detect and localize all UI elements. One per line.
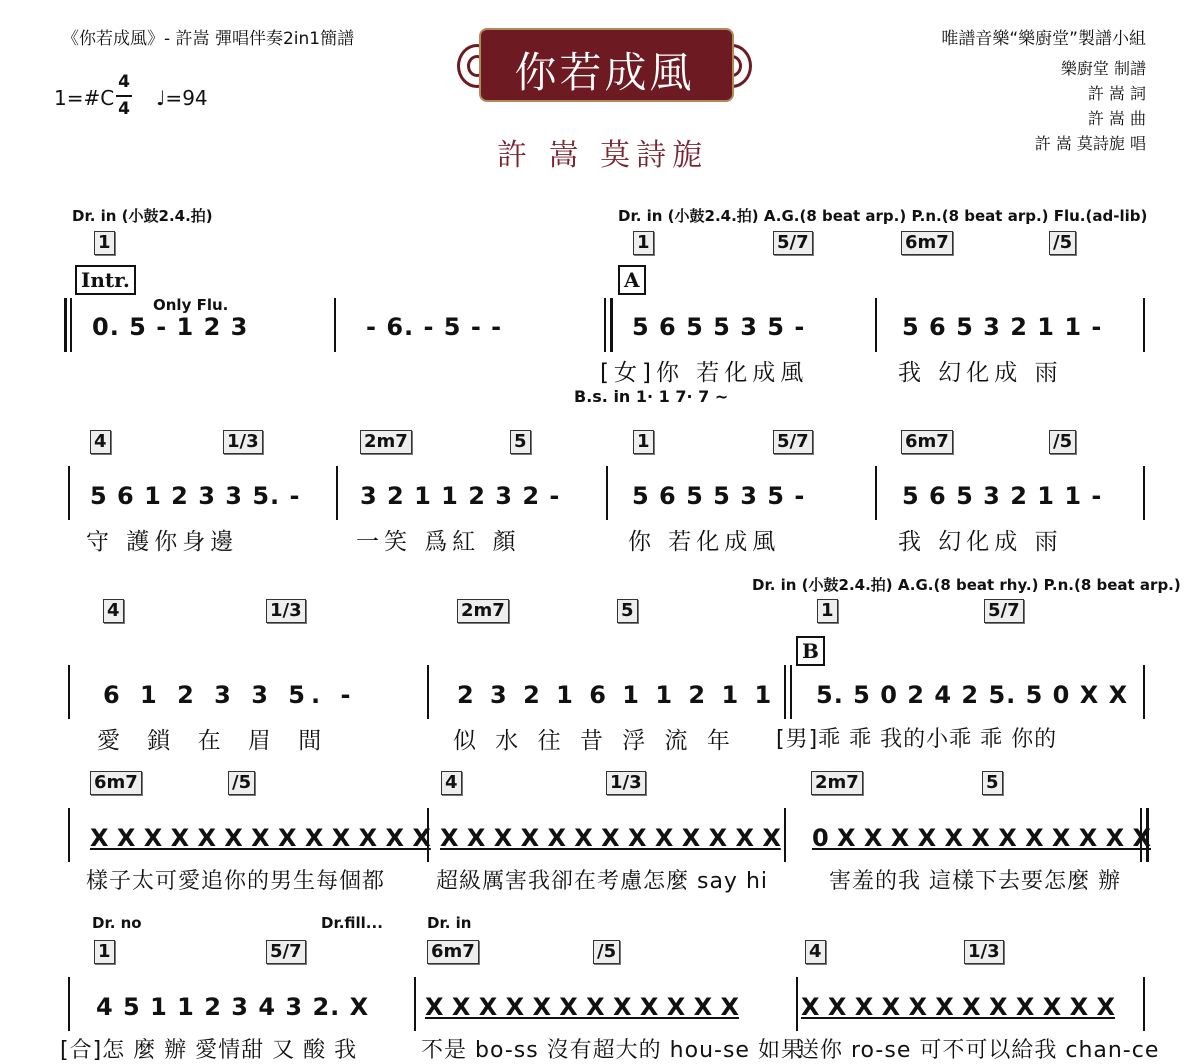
measure-notes: 3 2 1 1 2 3 2 - xyxy=(360,482,561,510)
time-signature-top: 4 xyxy=(118,72,130,92)
source-line: 《你若成風》- 許嵩 彈唱伴奏2in1簡譜 xyxy=(62,29,355,49)
measure-notes: X X X X X X X X X X X X xyxy=(801,993,1115,1021)
lyric-line: 守 護你身邊 xyxy=(86,529,239,555)
chord-box: /5 xyxy=(228,771,255,795)
barline xyxy=(334,298,336,352)
chord-box: 6m7 xyxy=(901,430,953,454)
barline xyxy=(610,298,613,352)
measure-notes: 5. 5 0 2 4 2 5. 5 0 X X xyxy=(816,681,1129,709)
barline xyxy=(875,298,877,352)
chord-box: /5 xyxy=(1049,430,1076,454)
measure-notes: X X X X X X X X X X X X xyxy=(425,993,739,1021)
lyric-line: 樣子太可愛追你的男生每個都 xyxy=(86,869,386,894)
chord-box: 6m7 xyxy=(427,940,479,964)
barline xyxy=(1143,977,1145,1031)
measure-notes: 6 1 2 3 3 5. - xyxy=(103,681,357,709)
chord-box: 6m7 xyxy=(901,231,953,255)
chord-box: 1/3 xyxy=(223,430,263,454)
chord-box: 4 xyxy=(805,940,826,964)
measure-notes: 5 6 5 5 3 5 - xyxy=(632,482,806,510)
barline xyxy=(68,466,70,520)
measure-notes: 5 6 1 2 3 3 5. - xyxy=(90,482,301,510)
instrument-note: Dr. in (小鼓2.4.拍) A.G.(8 beat arp.) P.n.(8 beat arp.) Flu.(ad-lib) xyxy=(618,207,1148,225)
barline xyxy=(784,808,786,862)
measure-notes: 5 6 5 5 3 5 - xyxy=(632,313,806,341)
instrument-note: Dr. in (小鼓2.4.拍) A.G.(8 beat rhy.) P.n.(8 beat arp.) xyxy=(752,576,1181,594)
chord-box: 6m7 xyxy=(90,771,142,795)
arranger-group: 唯譜音樂“樂廚堂”製譜小組 xyxy=(941,29,1146,49)
chord-box: 5 xyxy=(617,599,638,623)
barline xyxy=(68,665,70,719)
chord-box: 1 xyxy=(633,430,654,454)
barline xyxy=(796,977,798,1031)
measure-notes: 5 6 5 3 2 1 1 - xyxy=(902,313,1103,341)
chord-box: 1 xyxy=(94,231,115,255)
bass-line: B.s. in 1· 1 7· 7 ~ xyxy=(574,387,729,406)
barline xyxy=(68,808,70,862)
measure-notes: X X X X X X X X X X X X X xyxy=(90,824,431,852)
lyric-line: 你 若化成風 xyxy=(628,529,781,555)
lyric-line: [男]乖 乖 我的小乖 乖 你的 xyxy=(776,727,1058,752)
lyric-line: 送你 ro-se 可不可以給我 chan-ce xyxy=(797,1038,1160,1063)
chord-box: 1/3 xyxy=(964,940,1004,964)
lyric-line: 我 幻化成 雨 xyxy=(898,529,1063,555)
measure-notes: 2 3 2 1 6 1 1 2 1 1 xyxy=(457,681,776,709)
chord-box: 5/7 xyxy=(984,599,1024,623)
chord-box: 5 xyxy=(982,771,1003,795)
barline xyxy=(427,665,429,719)
chord-box: /5 xyxy=(1049,231,1076,255)
credit-lyricist: 許 嵩 詞 xyxy=(1087,84,1146,103)
time-signature-line xyxy=(116,95,132,97)
chord-box: 5/7 xyxy=(773,430,813,454)
barline xyxy=(606,466,608,520)
barline xyxy=(1143,665,1145,719)
lyric-line: 不是 bo-ss 沒有超大的 hou-se 如果 xyxy=(421,1038,804,1063)
lyric-line: 愛 鎖 在 眉 間 xyxy=(97,728,332,754)
instrument-note: Dr.fill... xyxy=(321,914,383,932)
barline xyxy=(414,977,416,1031)
barline xyxy=(1143,466,1145,520)
chord-box: 2m7 xyxy=(457,599,509,623)
measure-notes: 0 X X X X X X X X X X X X xyxy=(812,824,1152,852)
barline xyxy=(336,466,338,520)
chord-box: 1 xyxy=(817,599,838,623)
chord-box: /5 xyxy=(593,940,620,964)
measure-notes: X X X X X X X X X X X X X xyxy=(440,824,781,852)
barline xyxy=(875,466,877,520)
credit-composer: 許 嵩 曲 xyxy=(1087,109,1146,128)
chord-box: 1 xyxy=(94,940,115,964)
time-signature-bottom: 4 xyxy=(118,99,130,119)
instrument-note: Only Flu. xyxy=(153,296,229,314)
song-title: 你若成風 xyxy=(514,48,695,97)
credit-transcriber: 樂廚堂 制譜 xyxy=(1060,59,1146,78)
lyric-line: [合]怎 麼 辦 愛情甜 又 酸 我 xyxy=(60,1038,358,1063)
section-mark: A xyxy=(618,265,646,295)
measure-notes: 4 5 1 1 2 3 4 3 2. X xyxy=(96,993,370,1021)
key-signature: 1=#C xyxy=(54,86,115,110)
barline xyxy=(604,298,606,352)
chord-box: 2m7 xyxy=(811,771,863,795)
lyric-line: 超級厲害我卻在考慮怎麼 say hi xyxy=(436,869,769,894)
instrument-note: Dr. in (小鼓2.4.拍) xyxy=(72,207,213,225)
measure-notes: 0. 5 - 1 2 3 xyxy=(92,313,249,341)
chord-box: 5 xyxy=(510,430,531,454)
title-plaque xyxy=(457,22,752,104)
lyric-line: 害羞的我 這樣下去要怎麼 辦 xyxy=(829,869,1121,894)
measure-notes: 5 6 5 3 2 1 1 - xyxy=(902,482,1103,510)
chord-box: 5/7 xyxy=(773,231,813,255)
tempo: ♩=94 xyxy=(156,86,208,110)
lyric-line: [女]你 若化成風 xyxy=(600,360,809,386)
section-mark: B xyxy=(796,636,825,666)
barline xyxy=(784,665,786,719)
chord-box: 4 xyxy=(103,599,124,623)
artists: 許 嵩 莫詩旎 xyxy=(497,138,709,173)
chord-box: 1/3 xyxy=(606,771,646,795)
measure-notes: - 6. - 5 - - xyxy=(366,313,503,341)
chord-box: 1 xyxy=(633,231,654,255)
section-mark-intro: Intr. xyxy=(75,265,136,295)
chord-box: 5/7 xyxy=(266,940,306,964)
chord-box: 2m7 xyxy=(360,430,412,454)
chord-box: 4 xyxy=(441,771,462,795)
barline xyxy=(70,298,72,352)
lyric-line: 我 幻化成 雨 xyxy=(898,360,1063,386)
barline xyxy=(790,665,792,719)
chord-box: 1/3 xyxy=(266,599,306,623)
lyric-line: 一笑 爲紅 顏 xyxy=(356,529,521,555)
instrument-note: Dr. no xyxy=(92,914,142,932)
chord-box: 4 xyxy=(90,430,111,454)
instrument-note: Dr. in xyxy=(427,914,472,932)
credit-singer: 許 嵩 莫詩旎 唱 xyxy=(1034,134,1146,153)
lyric-line: 似 水 往 昔 浮 流 年 xyxy=(453,728,736,754)
barline xyxy=(64,298,67,352)
barline xyxy=(68,977,70,1031)
barline xyxy=(1143,298,1145,352)
